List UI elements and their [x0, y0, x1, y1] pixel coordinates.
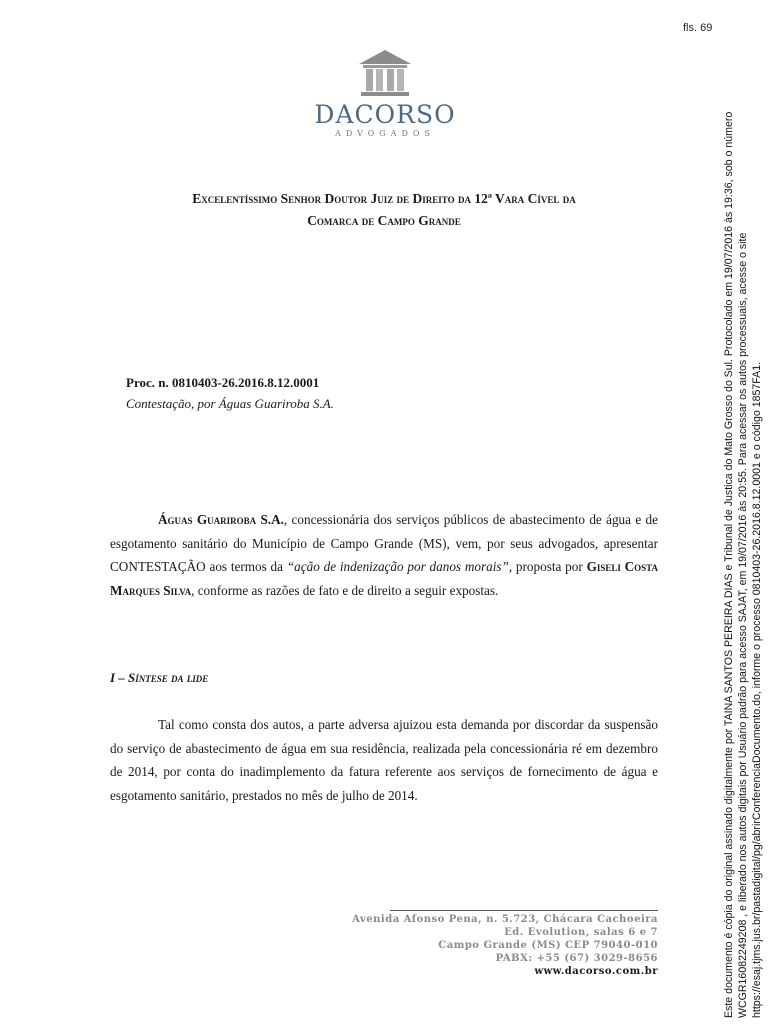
company-name: Águas Guariroba S.A. — [158, 512, 284, 527]
opening-paragraph — [110, 508, 658, 602]
process-block — [126, 372, 334, 414]
paragraph-text: , conforme as razões de fato e de direito a seguir expostas. — [191, 582, 499, 598]
process-subtitle: Contestação, por Águas Guariroba S.A. — [126, 396, 334, 411]
footer-website: www.dacorso.com.br — [534, 966, 658, 977]
footer-line: Ed. Evolution, salas 6 e 7 — [504, 927, 658, 938]
page-number: fls. 69 — [683, 22, 713, 34]
document-heading — [100, 188, 668, 232]
paragraph-text: aos termos da — [205, 559, 287, 574]
section-title: I – Síntese da lide — [110, 670, 209, 685]
footer-address — [352, 913, 658, 978]
plaintiff-name: Giseli Costa Marques Silva — [110, 559, 659, 598]
contestacao-term: CONTESTAÇÃO — [110, 559, 206, 574]
paragraph-text: , proposta por — [508, 559, 587, 574]
footer-divider — [390, 910, 658, 911]
footer-line: Campo Grande (MS) CEP 79040-010 — [438, 940, 658, 951]
stamp-line: https://esaj.tjms.jus.br/pastadigital/pg/abrirConferenciaDocumento.do, informe o processo 0810403-26.2016.8.12.0001 e o código 1857FA1. — [751, 361, 763, 1018]
stamp-line: WCGR16082249208 , e liberado nos autos digitais por Usuário padrão para acesso SAJAT, em 19/07/2016 às 20:55. Para acessar os autos processuais, acesse o site — [737, 232, 749, 1018]
heading-line-2: Comarca de Campo Grande — [307, 213, 461, 228]
stamp-line: Este documento é cópia do original assinado digitalmente por TAINA SANTOS PEREIRA DIAS e Tribunal de Justica do Mato Grosso do Sul. Protocolado em 19/07/2016 às 19:36, sob o número — [723, 111, 735, 1018]
firm-logo — [300, 48, 470, 138]
footer-line: PABX: +55 (67) 3029-8656 — [495, 953, 658, 964]
digital-signature-stamp — [722, 58, 764, 1018]
summary-paragraph: Tal como consta dos autos, a parte adversa ajuizou esta demanda por discordar da suspensão do serviço de abastecimento de água em sua residência, realizada pela concessionária ré em dezembro de 2014, por conta do inadimplemento da fatura referente aos serviços de fornecimento de água e esgotamento sanitário, prestados no mês de julho de 2014. — [110, 717, 658, 803]
paragraph-text: , concessionária dos serviços públicos de abastecimento de água e de esgotamento sanitário do Município de Campo Grande (MS), vem, por seus advogados, apresentar — [110, 512, 658, 551]
building-columns-icon — [355, 48, 415, 98]
firm-subtitle: ADVOGADOS — [335, 129, 435, 138]
action-name: “ação de indenização por danos morais” — [286, 559, 509, 574]
heading-line-1: Excelentíssimo Senhor Doutor Juiz de Direito da 12ª Vara Cível da — [192, 191, 576, 206]
process-number: Proc. n. 0810403-26.2016.8.12.0001 — [126, 375, 320, 390]
firm-name: DACORSO — [314, 100, 456, 129]
footer-line: Avenida Afonso Pena, n. 5.723, Chácara Cachoeira — [352, 914, 658, 925]
